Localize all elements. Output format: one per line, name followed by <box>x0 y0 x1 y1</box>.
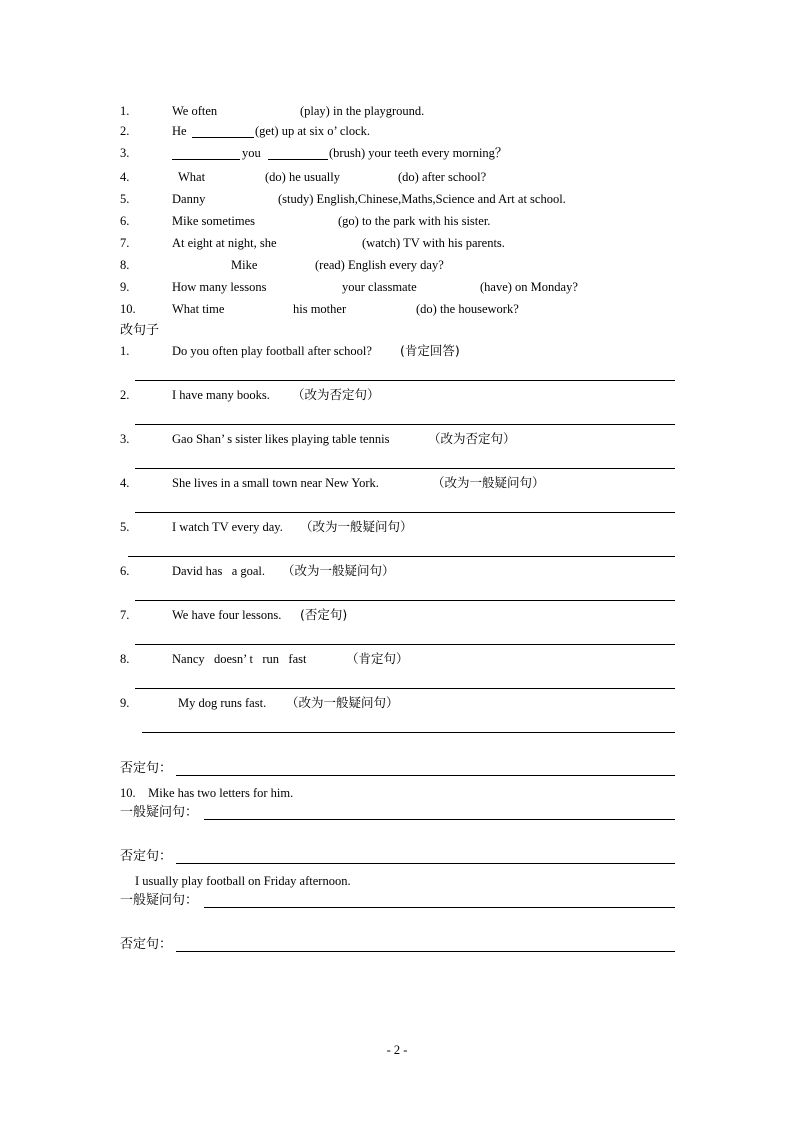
sentence-text: What time <box>172 302 225 316</box>
rewrite-item-10: 10. Mike has two letters for him. <box>120 786 294 800</box>
sentence-text: (watch) TV with his parents. <box>362 236 505 250</box>
instruction-text: (否定句) <box>300 607 348 622</box>
sentence-text: I have many books. <box>172 388 270 402</box>
sentence-text: (have) on Monday? <box>480 280 578 294</box>
question-label: 一般疑问句： <box>120 893 199 908</box>
answer-line[interactable] <box>176 951 675 952</box>
item-number: 8. <box>120 652 130 666</box>
sentence-text: How many lessons <box>172 280 267 294</box>
item-number: 6. <box>120 564 130 578</box>
negative-label: 否定句： <box>120 937 173 952</box>
instruction-text: （改为否定句） <box>292 387 380 402</box>
instruction-text: （改为一般疑问句） <box>432 475 545 490</box>
sentence-text: (read) English every day? <box>315 258 444 272</box>
instruction-text: (肯定回答) <box>400 343 460 358</box>
instruction-text: （肯定句） <box>346 651 409 666</box>
instruction-text: （改为一般疑问句） <box>282 563 395 578</box>
sentence-text: Gao Shan’ s sister likes playing table tennis <box>172 432 390 446</box>
item-number: 6. <box>120 214 130 228</box>
sentence-text: David has a goal. <box>172 564 266 578</box>
answer-line[interactable] <box>135 468 675 469</box>
sentence-text: I watch TV every day. <box>172 520 283 534</box>
sentence-text: Nancy doesn’ t run fast <box>172 652 307 666</box>
rewrite-item-11: I usually play football on Friday afternoon. <box>135 874 351 888</box>
answer-line[interactable] <box>135 424 675 425</box>
sentence-text: We have four lessons. <box>172 608 282 622</box>
answer-line[interactable] <box>176 863 675 864</box>
instruction-text: （改为一般疑问句） <box>286 695 399 710</box>
item-number: 10. <box>120 302 136 316</box>
sentence-text: (do) after school? <box>398 170 487 184</box>
sentence-text: Mike <box>231 258 258 272</box>
answer-line[interactable] <box>128 556 675 557</box>
sentence-text: (go) to the park with his sister. <box>338 214 491 228</box>
item-number: 5. <box>120 192 130 206</box>
item-number: 2. <box>120 124 130 138</box>
item-number: 7. <box>120 608 130 622</box>
sentence-text: (do) he usually <box>265 170 340 184</box>
answer-blank[interactable] <box>192 125 254 138</box>
answer-line[interactable] <box>135 512 675 513</box>
negative-label: 否定句： <box>120 849 173 864</box>
item-number: 3. <box>120 146 130 160</box>
sentence-text: My dog runs fast. <box>178 696 267 710</box>
sentence-text: What <box>178 170 206 184</box>
answer-line[interactable] <box>135 600 675 601</box>
answer-line[interactable] <box>204 907 675 908</box>
sentence-text: Do you often play football after school? <box>172 344 372 358</box>
answer-line[interactable] <box>135 644 675 645</box>
sentence-text: We often <box>172 104 218 118</box>
answer-line[interactable] <box>135 380 675 381</box>
sentence-text: (brush) your teeth every morning？ <box>329 146 508 160</box>
sentence-text: your classmate <box>342 280 417 294</box>
sentence-text: (play) in the playground. <box>300 104 425 118</box>
sentence-text: He <box>172 124 187 138</box>
item-number: 7. <box>120 236 130 250</box>
item-number: 2. <box>120 388 130 402</box>
answer-line[interactable] <box>142 732 675 733</box>
sentence-text: his mother <box>293 302 347 316</box>
sentence-text: Danny <box>172 192 206 206</box>
instruction-text: （改为一般疑问句） <box>300 519 413 534</box>
sentence-text: you <box>242 146 261 160</box>
sentence-text: At eight at night, she <box>172 236 277 250</box>
negative-label: 否定句： <box>120 761 173 776</box>
sentence-text: (study) English,Chinese,Maths,Science and Art at school. <box>278 192 566 206</box>
answer-blank[interactable] <box>268 147 328 160</box>
answer-blank[interactable] <box>172 147 240 160</box>
item-number: 9. <box>120 696 130 710</box>
answer-line[interactable] <box>135 688 675 689</box>
item-number: 4. <box>120 476 130 490</box>
instruction-text: （改为否定句） <box>428 431 516 446</box>
sentence-text: She lives in a small town near New York. <box>172 476 379 490</box>
section-heading: 改句子 <box>120 323 160 338</box>
item-number: 5. <box>120 520 130 534</box>
answer-line[interactable] <box>204 819 675 820</box>
page-number: - 2 - <box>386 1043 408 1057</box>
item-number: 1. <box>120 104 130 118</box>
sentence-text: (do) the housework? <box>416 302 519 316</box>
item-number: 3. <box>120 432 130 446</box>
sentence-text: (get) up at six o’ clock. <box>255 124 371 138</box>
item-number: 9. <box>120 280 130 294</box>
item-number: 4. <box>120 170 130 184</box>
question-label: 一般疑问句： <box>120 805 199 820</box>
item-number: 1. <box>120 344 130 358</box>
answer-line[interactable] <box>176 775 675 776</box>
item-number: 8. <box>120 258 130 272</box>
sentence-text: Mike sometimes <box>172 214 255 228</box>
